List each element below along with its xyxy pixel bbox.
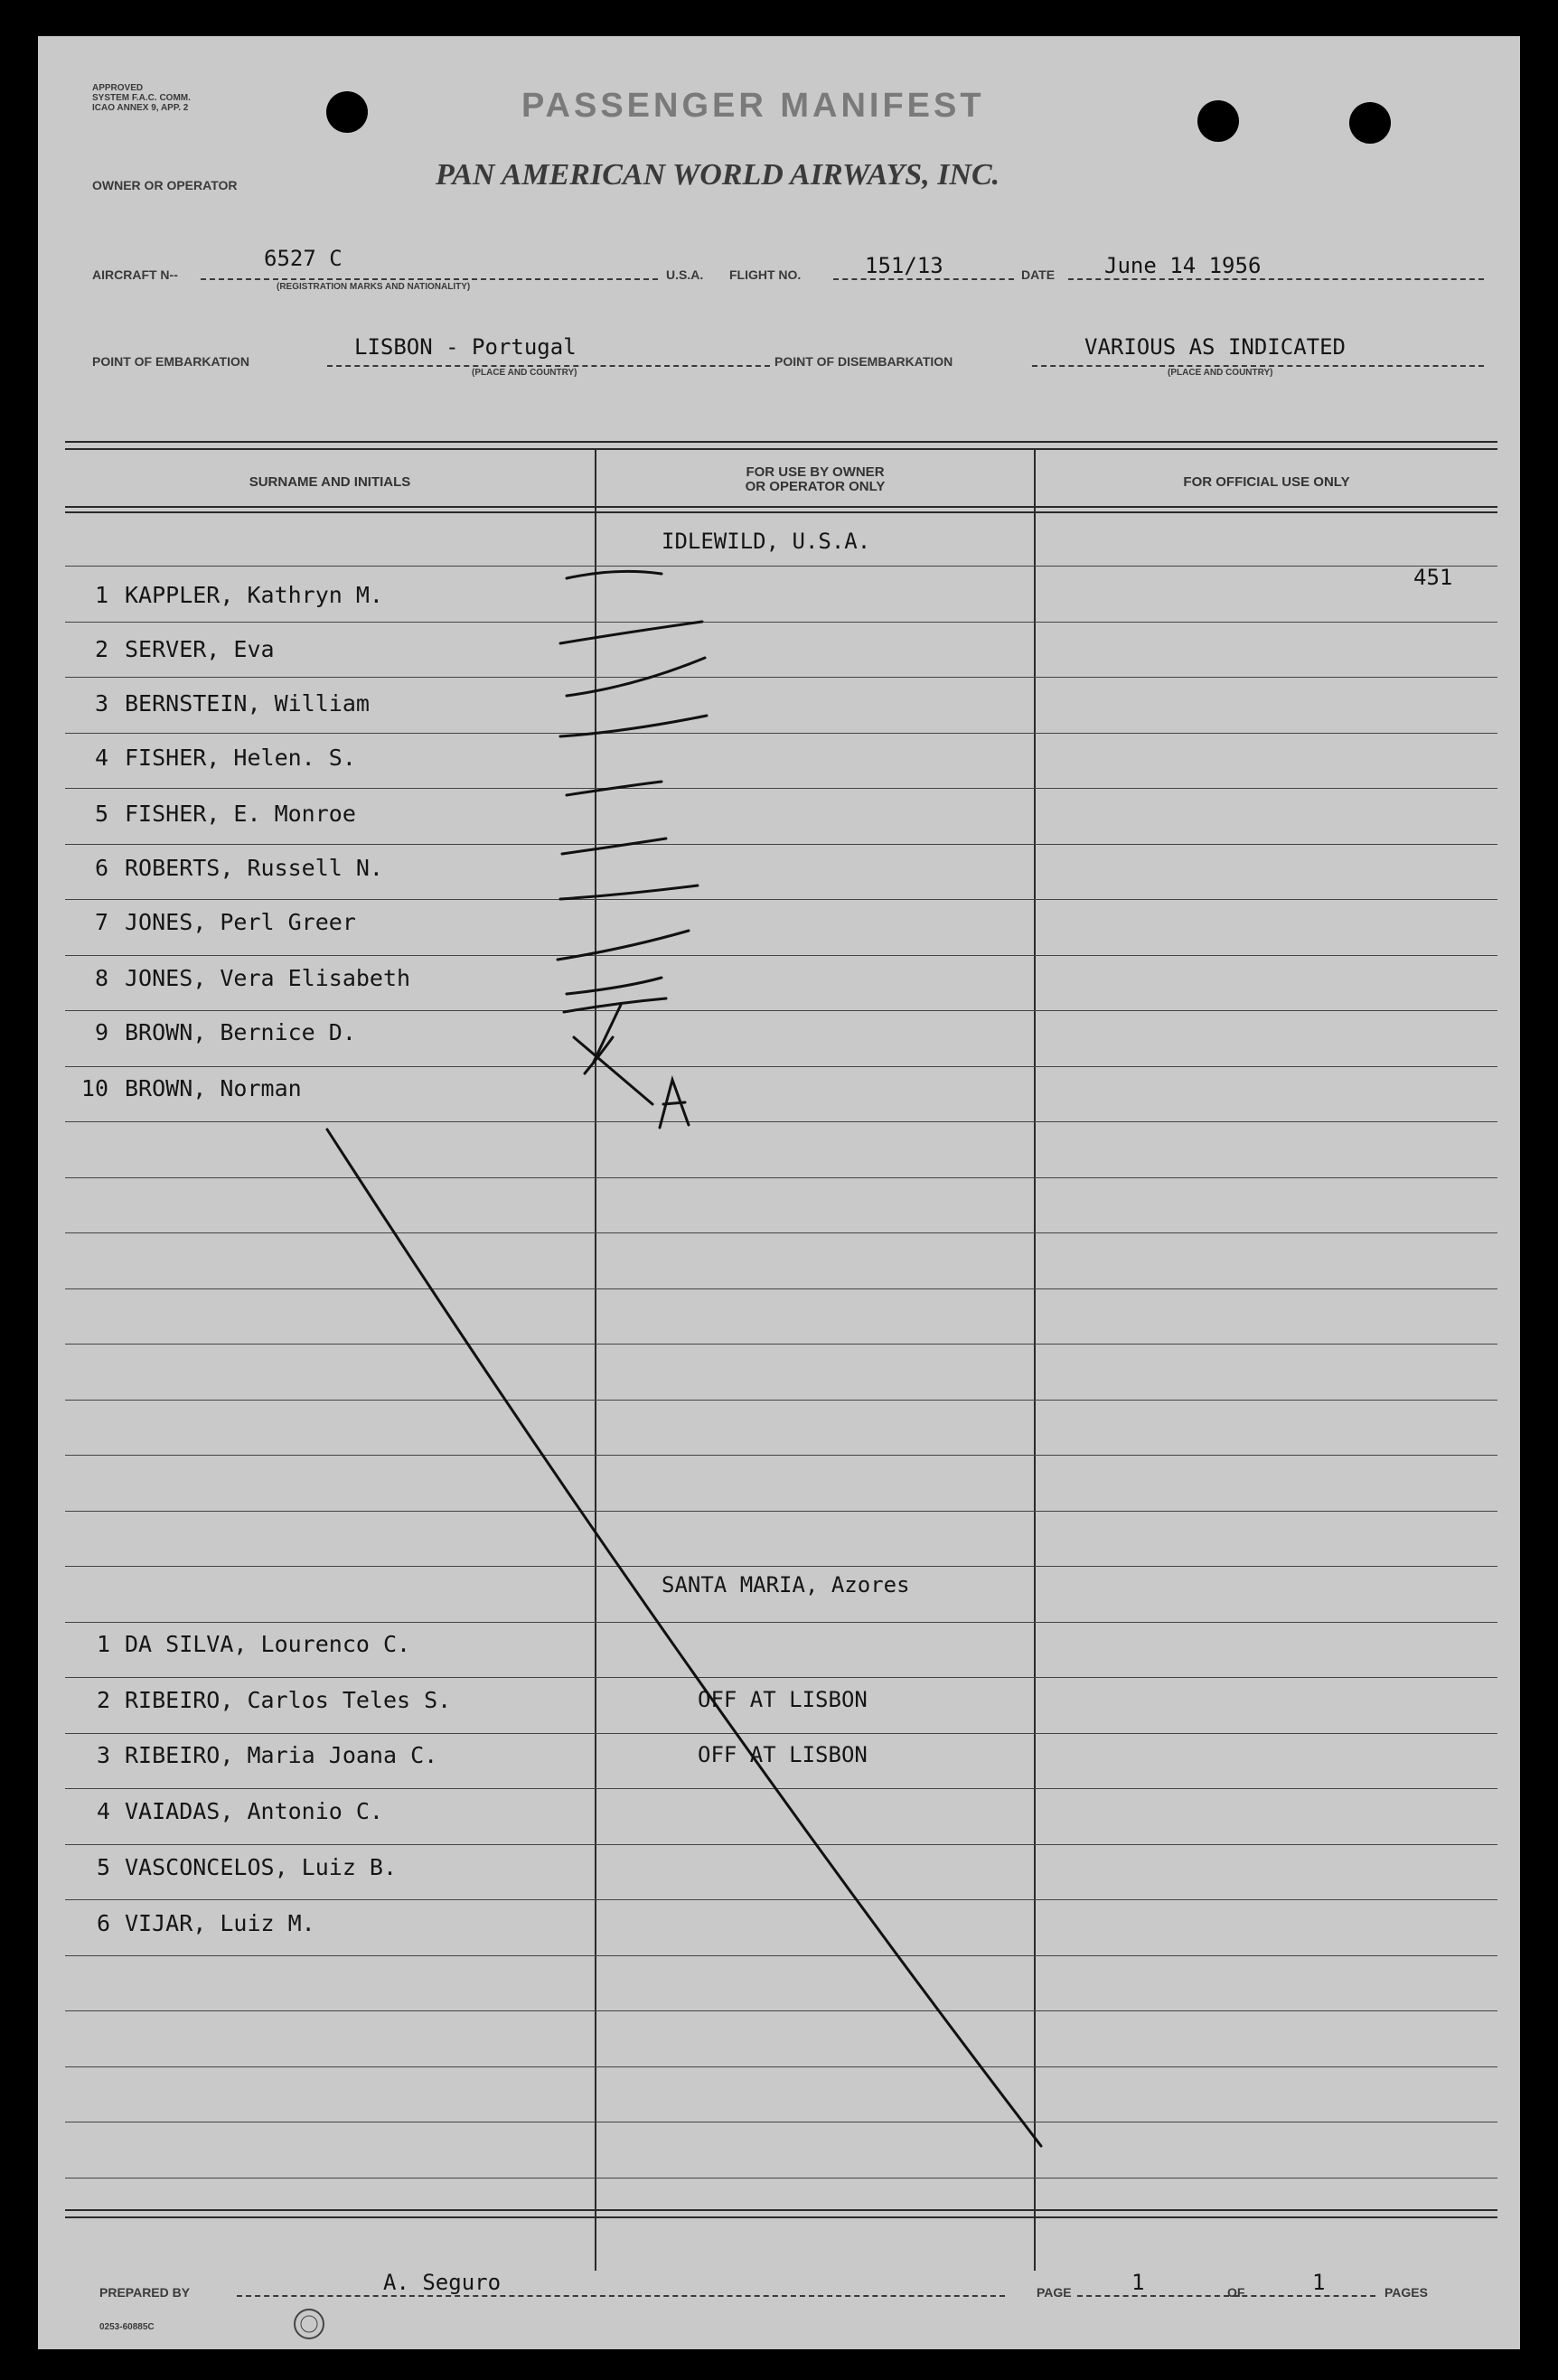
- passenger-name: JONES, Perl Greer: [125, 909, 356, 935]
- passenger-number: 5: [94, 801, 108, 827]
- tally-mark: [564, 998, 666, 1012]
- passenger-number: 9: [94, 1019, 108, 1045]
- passenger-name: SERVER, Eva: [125, 636, 275, 662]
- tally-mark: [567, 782, 662, 795]
- place-note: (PLACE AND COUNTRY): [472, 368, 577, 378]
- passenger-name: RIBEIRO, Maria Joana C.: [125, 1742, 438, 1768]
- pages-label: PAGES: [1384, 2285, 1428, 2300]
- of-value: 1: [1312, 2270, 1326, 2295]
- disembark-label: POINT OF DISEMBARKATION: [774, 354, 953, 369]
- passenger-name: FISHER, E. Monroe: [125, 801, 356, 827]
- passenger-name: VASCONCELOS, Luiz B.: [125, 1854, 398, 1880]
- tally-mark: [567, 978, 662, 994]
- tally-mark: [567, 571, 662, 578]
- passenger-number: 7: [94, 909, 108, 935]
- col-header-owner-line: FOR USE BY OWNER: [746, 464, 885, 480]
- passenger-name: BROWN, Norman: [125, 1075, 302, 1101]
- official-note: 451: [1413, 565, 1453, 590]
- page-value: 1: [1131, 2270, 1145, 2295]
- passenger-number: 6: [96, 1910, 110, 1936]
- prepared-label: PREPARED BY: [99, 2285, 191, 2300]
- tally-mark: [594, 1005, 621, 1062]
- form-title: PASSENGER MANIFEST: [521, 87, 985, 125]
- date-value: June 14 1956: [1104, 253, 1262, 278]
- approval-line: SYSTEM F.A.C. COMM.: [92, 93, 191, 103]
- passenger-number: 2: [96, 1687, 110, 1713]
- passenger-number: 1: [96, 1631, 110, 1657]
- passenger-number: 3: [96, 1742, 110, 1768]
- page-label: PAGE: [1037, 2285, 1072, 2300]
- passenger-number: 8: [94, 965, 108, 991]
- passenger-number: 4: [94, 745, 108, 771]
- col-header-owner-line: OR OPERATOR ONLY: [745, 479, 886, 494]
- embark-value: LISBON - Portugal: [354, 334, 577, 360]
- tally-mark: [560, 716, 707, 736]
- tally-mark: [562, 839, 666, 854]
- passenger-name: DA SILVA, Lourenco C.: [125, 1631, 411, 1657]
- place-note: (PLACE AND COUNTRY): [1168, 368, 1273, 378]
- passenger-remark: OFF AT LISBON: [698, 1742, 868, 1767]
- initials-mark: [660, 1080, 689, 1128]
- tally-mark: [567, 658, 705, 696]
- of-label: OF: [1227, 2285, 1245, 2300]
- disembark-value: VARIOUS AS INDICATED: [1084, 334, 1346, 360]
- passenger-name: BERNSTEIN, William: [125, 690, 370, 717]
- passenger-name: KAPPLER, Kathryn M.: [125, 582, 383, 608]
- cancel-diagonal-line: [327, 1129, 1041, 2146]
- embark-label: POINT OF EMBARKATION: [92, 354, 249, 369]
- passenger-name: ROBERTS, Russell N.: [125, 855, 383, 881]
- passenger-number: 10: [80, 1075, 108, 1101]
- passenger-name: VAIADAS, Antonio C.: [125, 1798, 383, 1824]
- form-code: 0253-60885C: [99, 2322, 155, 2332]
- tally-mark: [560, 885, 698, 899]
- aircraft-value: 6527 C: [264, 246, 343, 271]
- company-name: PAN AMERICAN WORLD AIRWAYS, INC.: [436, 158, 1000, 192]
- usa-label: U.S.A.: [666, 267, 704, 282]
- approval-line: APPROVED: [92, 83, 144, 93]
- passenger-name: RIBEIRO, Carlos Teles S.: [125, 1687, 452, 1713]
- flight-value: 151/13: [865, 253, 943, 278]
- passenger-number: 2: [94, 636, 108, 662]
- prepared-value: A. Seguro: [383, 2270, 502, 2295]
- registration-note: (REGISTRATION MARKS AND NATIONALITY): [277, 282, 471, 292]
- approval-line: ICAO ANNEX 9, APP. 2: [92, 103, 189, 113]
- passenger-number: 3: [94, 690, 108, 717]
- group-destination: IDLEWILD, U.S.A.: [662, 529, 871, 554]
- col-header-surname: SURNAME AND INITIALS: [249, 474, 411, 490]
- col-header-official: FOR OFFICIAL USE ONLY: [1183, 474, 1350, 490]
- passenger-number: 5: [96, 1854, 110, 1880]
- tally-mark: [560, 622, 702, 643]
- passenger-remark: OFF AT LISBON: [698, 1687, 868, 1712]
- handwritten-marks: [38, 36, 1520, 2349]
- owner-label: OWNER OR OPERATOR: [92, 178, 238, 192]
- passenger-number: 1: [94, 582, 108, 608]
- passenger-name: JONES, Vera Elisabeth: [125, 965, 411, 991]
- passenger-number: 4: [96, 1798, 110, 1824]
- aircraft-label: AIRCRAFT N--: [92, 267, 178, 282]
- flight-label: FLIGHT NO.: [729, 267, 802, 282]
- manifest-page: [38, 36, 1520, 2349]
- date-label: DATE: [1021, 267, 1056, 282]
- tally-mark: [558, 931, 689, 960]
- passenger-name: BROWN, Bernice D.: [125, 1019, 356, 1045]
- group-destination: SANTA MARIA, Azores: [662, 1572, 910, 1598]
- passenger-number: 6: [94, 855, 108, 881]
- passenger-name: VIJAR, Luiz M.: [125, 1910, 315, 1936]
- passenger-name: FISHER, Helen. S.: [125, 745, 356, 771]
